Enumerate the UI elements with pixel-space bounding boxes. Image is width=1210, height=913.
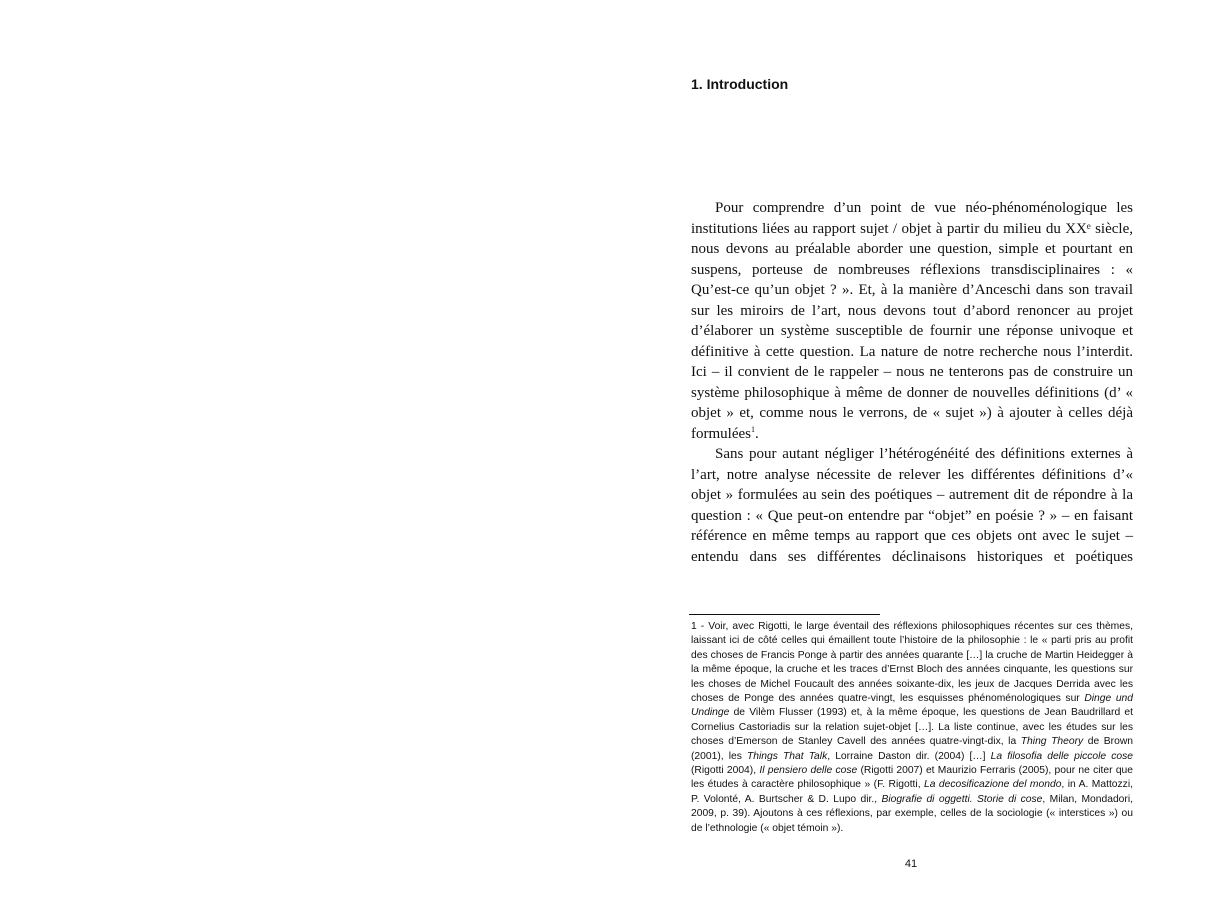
paragraph-1-text: Pour comprendre d’un point de vue néo-phénoménologique les institutions liées au rapport sujet / objet à partir du milieu du XXᵉ siècle, nous devons au préalable aborder une question, simple et pourtant en suspens, porteuse de nombreuses réflexions transdisciplinaires : « Qu’est-ce qu’un objet ? ». Et, à la manière d’Anceschi dans son travail sur les miroirs de l’art, nous devons tout d’abord renoncer au projet d’élaborer un système susceptible de fournir une réponse univoque et définitive à cette question. La nature de notre recherche nous l’interdit. Ici – il convient de le rappeler – nous ne tenterons pas de construire un système philosophique à même de donner de nouvelles définitions (d’ « objet » et, comme nous le verrons, de « sujet ») à ajouter à celles déjà formulées: [691, 200, 1133, 442]
footnote-title: Il pensiero delle cose: [759, 765, 858, 777]
footnote-title: Thing Theory: [1020, 736, 1084, 748]
footnote-title: La filosofia delle piccole cose: [990, 750, 1133, 762]
main-text: [691, 198, 1133, 567]
footnote-text-part: de Brown (2001), les: [691, 736, 1133, 762]
paragraph-2: Sans pour autant négliger l’hétérogénéité des définitions externes à l’art, notre analyse nécessite de relever les différentes définitions d’« objet » formulées au sein des poétiques – autrement dit de répondre à la question : « Que peut-on entendre par “objet” en poésie ? » – en faisant référence en même temps au rapport que ces objets ont avec le sujet – entendu dans ses différentes déclinaisons historiques et poétiques: [691, 446, 1133, 565]
footnote-title: Biografie di oggetti. Storie di cose: [881, 793, 1043, 805]
footnote-title: Dinge und Undinge: [691, 693, 1133, 719]
footnote-separator: [689, 614, 880, 615]
section-heading: 1. Introduction: [691, 76, 789, 92]
footnote-title: La decosificazione del mondo: [924, 779, 1062, 791]
footnote-text-part: (Rigotti 2004),: [691, 765, 760, 777]
footnote-text-part: 1 - Voir, avec Rigotti, le large éventail des réflexions philosophiques récentes sur ces thèmes, laissant ici de côté celles qui émaillent toute l’histoire de la philosophie : le « parti pris au profit des choses de Francis Ponge à partir des années quarante […] la cruche de Martin Heidegger à la même époque, la cruche et les traces d’Ernst Bloch des années cinquante, les questions sur les choses de Michel Foucault des années soixante-dix, les jeux de Jacques Derrida avec les choses de Ponge des années quatre-vingt, les esquisses phénoménologiques sur: [691, 621, 1133, 705]
footnote-text-part: , Milan, Mondadori, 2009, p. 39). Ajoutons à ces réflexions, par exemple, celles de la sociologie (« interstices ») ou de l’ethnologie (« objet témoin »).: [691, 793, 1133, 834]
footnote-text-part: , in A. Mattozzi, P. Volonté, A. Burtscher & D. Lupo dir.,: [691, 779, 1133, 805]
paragraph-1: Pour comprendre d’un point de vue néo-phénoménologique les institutions liées au rapport sujet / objet à partir du milieu du XXᵉ siècle, nous devons au préalable aborder une question, simple et pourtant en suspens, porteuse de nombreuses réflexions transdisciplinaires : « Qu’est-ce qu’un objet ? ». Et, à la manière d’Anceschi dans son travail sur les miroirs de l’art, nous devons tout d’abord renoncer au projet d’élaborer un système susceptible de fournir une réponse univoque et définitive à cette question. La nature de notre recherche nous l’interdit. Ici – il convient de le rappeler – nous ne tenterons pas de construire un système philosophique à même de donner de nouvelles définitions (d’ « objet » et, comme nous le verrons, de « sujet ») à ajouter à celles déjà formulées$^1$.: [691, 200, 1133, 442]
footnote-1: [691, 620, 1133, 836]
footnote-title: Things That Talk: [747, 750, 828, 762]
footnote-text-part: , Lorraine Daston dir. (2004) […]: [827, 750, 991, 762]
footnote-reference[interactable]: 1: [750, 424, 755, 434]
footnote-text-part: de Vilèm Flusser (1993) et, à la même époque, les questions de Jean Baudrillard et Cornelius Castoriadis sur la relation sujet-objet […]. La liste continue, avec les études sur les choses d’Emerson de Stanley Cavell des années quatre-vingt-dix, la: [691, 707, 1133, 748]
footnote-text-part: (Rigotti 2007) et Maurizio Ferraris (2005), pour ne citer que les études à caractère philosophique » (F. Rigotti,: [691, 765, 1133, 791]
page-number: 41: [904, 858, 918, 870]
